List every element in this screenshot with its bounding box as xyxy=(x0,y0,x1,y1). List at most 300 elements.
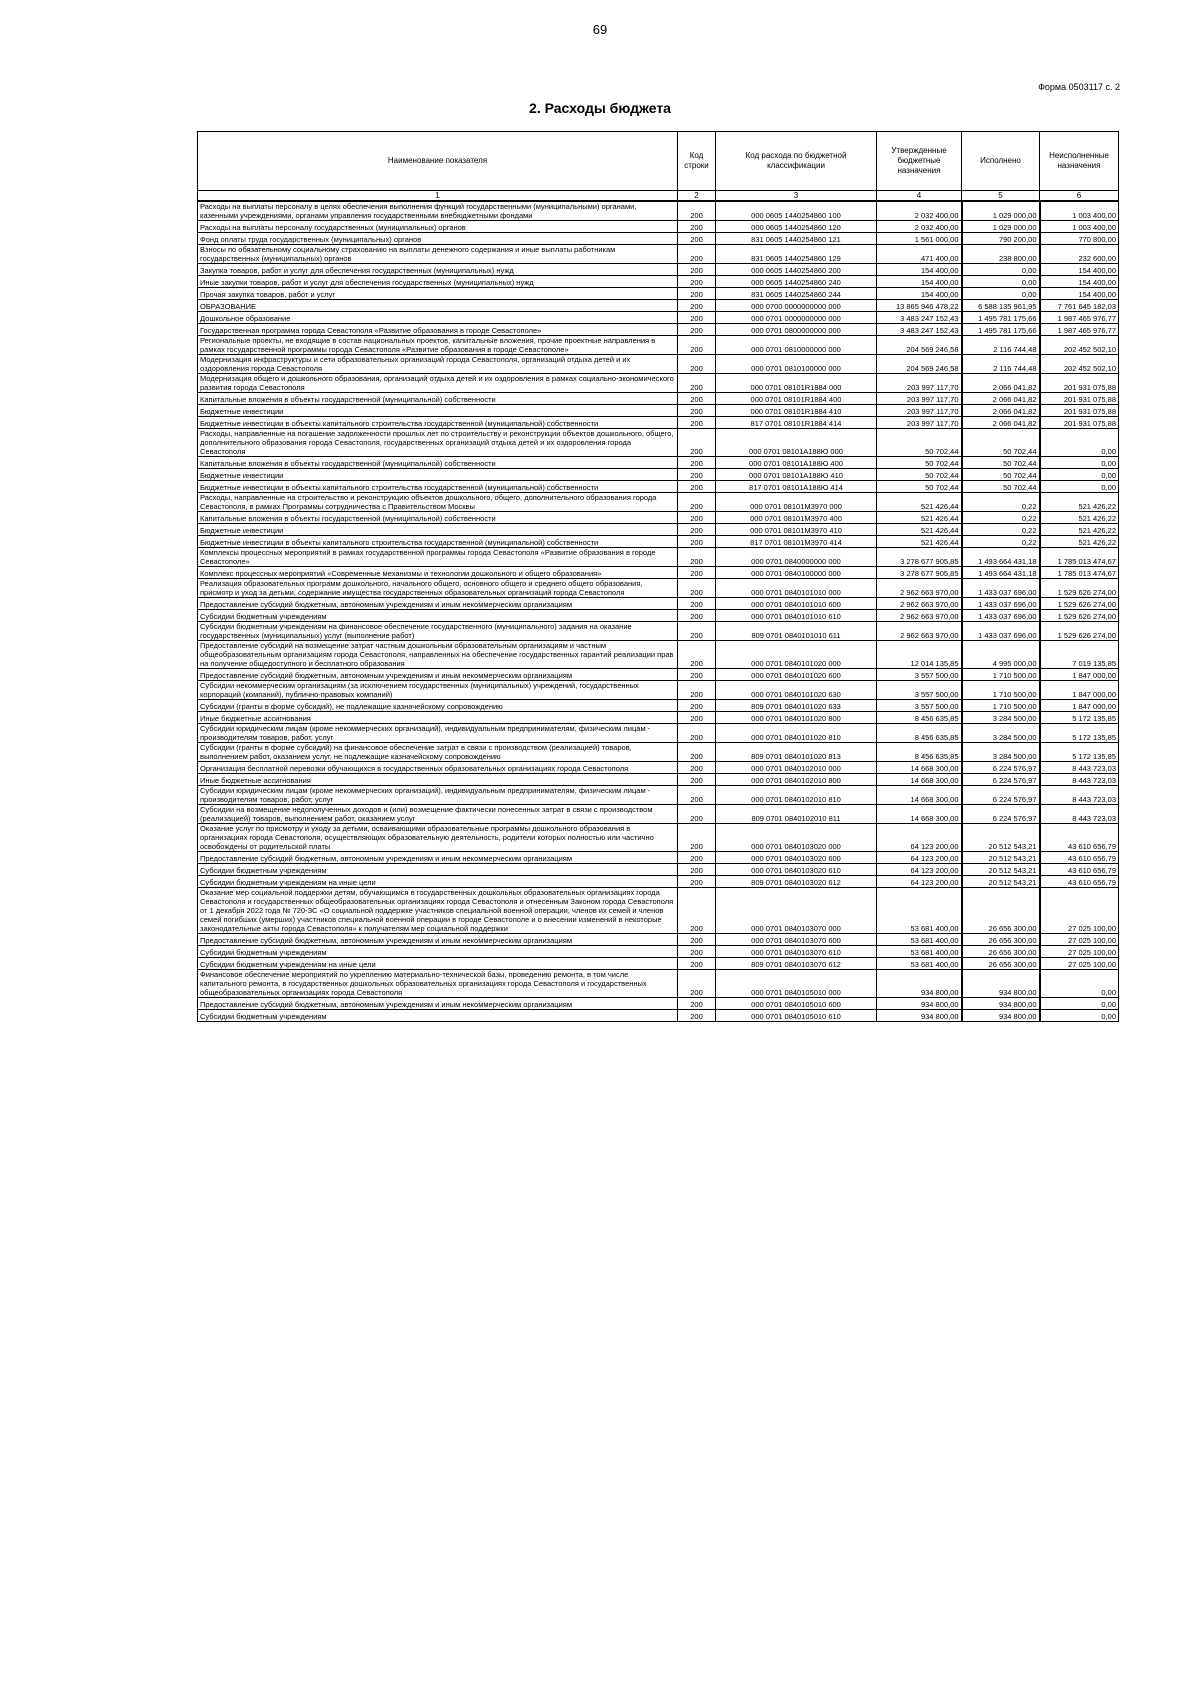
row-classification-code: 000 0701 0840101020 630 xyxy=(716,681,877,700)
row-line-code: 200 xyxy=(678,864,716,876)
table-row xyxy=(198,201,1119,221)
row-executed: 1 710 500,00 xyxy=(962,681,1040,700)
row-classification-code: 000 0701 08101R1884 410 xyxy=(716,405,877,417)
row-classification-code: 000 0701 08101R1884 400 xyxy=(716,393,877,405)
row-line-code: 200 xyxy=(678,536,716,548)
row-line-code: 200 xyxy=(678,288,716,300)
table-row xyxy=(198,355,1119,374)
table-row xyxy=(198,712,1119,724)
row-approved: 203 997 117,70 xyxy=(877,417,962,429)
row-name: Оказание услуг по присмотру и уходу за детьми, осваивающими образовательные программы дошкольного образования в организациях города Севастополя, осуществляющих образовательную деятельность, родители которых полностью или частично освобождены от родительской платы xyxy=(198,824,678,852)
row-line-code: 200 xyxy=(678,312,716,324)
row-executed: 2 066 041,82 xyxy=(962,417,1040,429)
row-approved: 53 681 400,00 xyxy=(877,946,962,958)
row-approved: 8 456 635,85 xyxy=(877,724,962,743)
row-name: Расходы на выплаты персоналу государственных (муниципальных) органов xyxy=(198,221,678,233)
row-executed: 26 656 300,00 xyxy=(962,934,1040,946)
row-unexecuted: 27 025 100,00 xyxy=(1040,888,1119,934)
row-name: Прочая закупка товаров, работ и услуг xyxy=(198,288,678,300)
row-unexecuted: 770 800,00 xyxy=(1040,233,1119,245)
row-executed: 26 656 300,00 xyxy=(962,946,1040,958)
row-classification-code: 000 0701 0840101020 800 xyxy=(716,712,877,724)
row-classification-code: 000 0701 0840102010 810 xyxy=(716,786,877,805)
row-executed: 1 493 664 431,18 xyxy=(962,567,1040,579)
row-executed: 6 224 576,97 xyxy=(962,805,1040,824)
row-unexecuted: 8 443 723,03 xyxy=(1040,762,1119,774)
row-executed: 20 512 543,21 xyxy=(962,876,1040,888)
table-row xyxy=(198,786,1119,805)
row-line-code: 200 xyxy=(678,355,716,374)
row-unexecuted: 521 426,22 xyxy=(1040,493,1119,512)
table-row xyxy=(198,958,1119,970)
table-row xyxy=(198,724,1119,743)
row-line-code: 200 xyxy=(678,824,716,852)
row-approved: 203 997 117,70 xyxy=(877,374,962,393)
row-name: Субсидии бюджетным учреждениям xyxy=(198,610,678,622)
row-unexecuted: 154 400,00 xyxy=(1040,288,1119,300)
row-classification-code: 831 0605 1440254860 129 xyxy=(716,245,877,264)
row-classification-code: 000 0701 0840105010 000 xyxy=(716,970,877,998)
row-unexecuted: 7 761 645 182,03 xyxy=(1040,300,1119,312)
row-approved: 2 962 663 970,00 xyxy=(877,610,962,622)
row-line-code: 200 xyxy=(678,934,716,946)
row-executed: 1 029 000,00 xyxy=(962,221,1040,233)
row-approved: 3 278 677 905,85 xyxy=(877,567,962,579)
row-unexecuted: 201 931 075,88 xyxy=(1040,417,1119,429)
table-row xyxy=(198,264,1119,276)
row-executed: 2 066 041,82 xyxy=(962,374,1040,393)
row-name: Бюджетные инвестиции xyxy=(198,405,678,417)
row-name: Дошкольное образование xyxy=(198,312,678,324)
header-number-1: 1 xyxy=(198,191,678,202)
row-line-code: 200 xyxy=(678,762,716,774)
row-classification-code: 831 0605 1440254860 244 xyxy=(716,288,877,300)
row-unexecuted: 1 529 626 274,00 xyxy=(1040,598,1119,610)
table-row xyxy=(198,598,1119,610)
row-approved: 50 702,44 xyxy=(877,481,962,493)
table-row xyxy=(198,300,1119,312)
row-line-code: 200 xyxy=(678,876,716,888)
row-classification-code: 000 0701 0840105010 610 xyxy=(716,1010,877,1022)
row-executed: 790 200,00 xyxy=(962,233,1040,245)
row-name: Бюджетные инвестиции в объекты капитального строительства государственной (муниципальной) собственности xyxy=(198,481,678,493)
row-approved: 3 557 500,00 xyxy=(877,669,962,681)
table-row xyxy=(198,888,1119,934)
row-line-code: 200 xyxy=(678,336,716,355)
row-approved: 14 668 300,00 xyxy=(877,774,962,786)
row-approved: 2 032 400,00 xyxy=(877,201,962,221)
row-unexecuted: 5 172 135,85 xyxy=(1040,743,1119,762)
row-executed: 1 710 500,00 xyxy=(962,669,1040,681)
row-name: Финансовое обеспечение мероприятий по укреплению материально-технической базы, проведению ремонта, в том числе капитального ремонта, в государственных дошкольных образовательных организациях города Севастополя и государственных общеобразовательных организациях города Севастополя xyxy=(198,970,678,998)
row-line-code: 200 xyxy=(678,888,716,934)
row-classification-code: 000 0605 1440254860 120 xyxy=(716,221,877,233)
row-approved: 204 569 246,58 xyxy=(877,336,962,355)
header-number-5: 5 xyxy=(962,191,1040,202)
table-row xyxy=(198,567,1119,579)
row-name: Субсидии бюджетным учреждениям на финансовое обеспечение государственного (муниципального) задания на оказание государственных (муниципальных) услуг (выполнение работ) xyxy=(198,622,678,641)
row-name: Расходы на выплаты персоналу в целях обеспечения выполнения функций государственными (муниципальными) органами, казенными учреждениями, органами управления государственными внебюджетными фондами xyxy=(198,201,678,221)
table-row xyxy=(198,579,1119,598)
row-line-code: 200 xyxy=(678,598,716,610)
table-row xyxy=(198,743,1119,762)
row-classification-code: 000 0701 08101М3970 400 xyxy=(716,512,877,524)
row-unexecuted: 8 443 723,03 xyxy=(1040,786,1119,805)
row-name: Предоставление субсидий бюджетным, автономным учреждениям и иным некоммерческим организациям xyxy=(198,998,678,1010)
row-approved: 64 123 200,00 xyxy=(877,852,962,864)
row-executed: 20 512 543,21 xyxy=(962,852,1040,864)
table-row xyxy=(198,970,1119,998)
row-line-code: 200 xyxy=(678,852,716,864)
row-classification-code: 817 0701 08101М3970 414 xyxy=(716,536,877,548)
row-line-code: 200 xyxy=(678,481,716,493)
row-unexecuted: 1 987 465 976,77 xyxy=(1040,324,1119,336)
row-line-code: 200 xyxy=(678,493,716,512)
table-row xyxy=(198,512,1119,524)
row-unexecuted: 8 443 723,03 xyxy=(1040,805,1119,824)
row-name: ОБРАЗОВАНИЕ xyxy=(198,300,678,312)
row-executed: 2 066 041,82 xyxy=(962,393,1040,405)
row-classification-code: 000 0701 0810000000 000 xyxy=(716,336,877,355)
row-unexecuted: 43 610 656,79 xyxy=(1040,852,1119,864)
row-name: Предоставление субсидий на возмещение затрат частным дошкольным образовательным организациям и частным общеобразовательным организациям города Севастополя, направленных на обеспечение государственных гарантий реализации прав на получение общедоступного и бесплатного образования xyxy=(198,641,678,669)
row-executed: 2 116 744,48 xyxy=(962,355,1040,374)
row-classification-code: 000 0701 0840101020 000 xyxy=(716,641,877,669)
table-row xyxy=(198,548,1119,567)
row-approved: 2 962 663 970,00 xyxy=(877,579,962,598)
header-approved: Утвержденные бюджетные назначения xyxy=(877,132,962,191)
table-row xyxy=(198,276,1119,288)
row-classification-code: 000 0701 0840103070 600 xyxy=(716,934,877,946)
row-approved: 12 014 135,85 xyxy=(877,641,962,669)
table-row xyxy=(198,824,1119,852)
row-name: Субсидии бюджетным учреждениям xyxy=(198,946,678,958)
row-approved: 50 702,44 xyxy=(877,429,962,457)
table-row xyxy=(198,457,1119,469)
row-classification-code: 000 0605 1440254860 200 xyxy=(716,264,877,276)
row-executed: 0,00 xyxy=(962,288,1040,300)
row-line-code: 200 xyxy=(678,221,716,233)
row-unexecuted: 202 452 502,10 xyxy=(1040,355,1119,374)
budget-expenses-table xyxy=(197,131,1119,1022)
row-executed: 0,22 xyxy=(962,493,1040,512)
row-approved: 2 032 400,00 xyxy=(877,221,962,233)
document-title: 2. Расходы бюджета xyxy=(529,100,671,116)
table-row xyxy=(198,681,1119,700)
row-unexecuted: 8 443 723,03 xyxy=(1040,774,1119,786)
row-unexecuted: 232 600,00 xyxy=(1040,245,1119,264)
row-line-code: 200 xyxy=(678,276,716,288)
row-line-code: 200 xyxy=(678,469,716,481)
row-unexecuted: 1 529 626 274,00 xyxy=(1040,622,1119,641)
row-classification-code: 000 0701 0840103020 610 xyxy=(716,864,877,876)
row-line-code: 200 xyxy=(678,1010,716,1022)
table-row xyxy=(198,610,1119,622)
row-approved: 3 557 500,00 xyxy=(877,700,962,712)
row-unexecuted: 201 931 075,88 xyxy=(1040,405,1119,417)
row-approved: 154 400,00 xyxy=(877,276,962,288)
row-classification-code: 000 0605 1440254860 100 xyxy=(716,201,877,221)
row-executed: 0,22 xyxy=(962,512,1040,524)
row-line-code: 200 xyxy=(678,233,716,245)
header-executed: Исполнено xyxy=(962,132,1040,191)
row-executed: 26 656 300,00 xyxy=(962,888,1040,934)
table-row xyxy=(198,622,1119,641)
row-executed: 26 656 300,00 xyxy=(962,958,1040,970)
row-unexecuted: 43 610 656,79 xyxy=(1040,824,1119,852)
row-executed: 6 224 576,97 xyxy=(962,762,1040,774)
table-row xyxy=(198,864,1119,876)
row-name: Субсидии бюджетным учреждениям на иные цели xyxy=(198,958,678,970)
row-unexecuted: 27 025 100,00 xyxy=(1040,946,1119,958)
row-executed: 3 284 500,00 xyxy=(962,743,1040,762)
row-unexecuted: 0,00 xyxy=(1040,970,1119,998)
row-name: Субсидии бюджетным учреждениям на иные цели xyxy=(198,876,678,888)
table-row xyxy=(198,852,1119,864)
row-line-code: 200 xyxy=(678,970,716,998)
row-name: Субсидии некоммерческим организациям (за исключением государственных (муниципальных) учреждений, государственных корпораций (компаний), публично-правовых компаний) xyxy=(198,681,678,700)
row-approved: 934 800,00 xyxy=(877,1010,962,1022)
row-unexecuted: 154 400,00 xyxy=(1040,276,1119,288)
row-unexecuted: 521 426,22 xyxy=(1040,536,1119,548)
table-row xyxy=(198,998,1119,1010)
row-line-code: 200 xyxy=(678,641,716,669)
row-approved: 154 400,00 xyxy=(877,264,962,276)
row-classification-code: 809 0701 0840103020 612 xyxy=(716,876,877,888)
row-classification-code: 000 0701 0840102010 000 xyxy=(716,762,877,774)
table-row xyxy=(198,536,1119,548)
row-name: Взносы по обязательному социальному страхованию на выплаты денежного содержания и иные выплаты работникам государственных (муниципальных) органов xyxy=(198,245,678,264)
header-number-3: 3 xyxy=(716,191,877,202)
row-unexecuted: 0,00 xyxy=(1040,457,1119,469)
row-line-code: 200 xyxy=(678,201,716,221)
row-name: Модернизация инфраструктуры и сети образовательных организаций города Севастополя, организаций отдыха детей и их оздоровления города Севастополя xyxy=(198,355,678,374)
row-approved: 934 800,00 xyxy=(877,970,962,998)
row-executed: 0,00 xyxy=(962,264,1040,276)
row-approved: 14 668 300,00 xyxy=(877,762,962,774)
row-name: Закупка товаров, работ и услуг для обеспечения государственных (муниципальных) нужд xyxy=(198,264,678,276)
row-approved: 934 800,00 xyxy=(877,998,962,1010)
row-approved: 521 426,44 xyxy=(877,512,962,524)
row-unexecuted: 43 610 656,79 xyxy=(1040,864,1119,876)
row-classification-code: 000 0701 08101А188Ю 410 xyxy=(716,469,877,481)
row-classification-code: 000 0701 08101А188Ю 400 xyxy=(716,457,877,469)
row-approved: 2 962 663 970,00 xyxy=(877,622,962,641)
row-classification-code: 000 0701 0840103070 000 xyxy=(716,888,877,934)
row-approved: 13 865 946 478,22 xyxy=(877,300,962,312)
header-unexecuted: Неисполненные назначения xyxy=(1040,132,1119,191)
row-executed: 6 224 576,97 xyxy=(962,786,1040,805)
row-line-code: 200 xyxy=(678,712,716,724)
row-classification-code: 000 0701 08101R1884 000 xyxy=(716,374,877,393)
row-executed: 3 284 500,00 xyxy=(962,724,1040,743)
row-name: Фонд оплаты труда государственных (муниципальных) органов xyxy=(198,233,678,245)
header-number-2: 2 xyxy=(678,191,716,202)
row-unexecuted: 1 003 400,00 xyxy=(1040,221,1119,233)
row-line-code: 200 xyxy=(678,610,716,622)
row-unexecuted: 1 847 000,00 xyxy=(1040,681,1119,700)
row-executed: 934 800,00 xyxy=(962,998,1040,1010)
row-approved: 154 400,00 xyxy=(877,288,962,300)
row-approved: 3 483 247 152,43 xyxy=(877,312,962,324)
row-approved: 471 400,00 xyxy=(877,245,962,264)
row-name: Капитальные вложения в объекты государственной (муниципальной) собственности xyxy=(198,512,678,524)
row-name: Субсидии (гранты в форме субсидий), не подлежащие казначейскому сопровождению xyxy=(198,700,678,712)
table-row xyxy=(198,221,1119,233)
row-classification-code: 000 0701 08101М3970 410 xyxy=(716,524,877,536)
row-approved: 3 557 500,00 xyxy=(877,681,962,700)
row-unexecuted: 0,00 xyxy=(1040,469,1119,481)
row-unexecuted: 1 847 000,00 xyxy=(1040,700,1119,712)
row-classification-code: 809 0701 0840101020 813 xyxy=(716,743,877,762)
row-name: Оказание мер социальной поддержки детям, обучающимся в государственных дошкольных образовательных организациях города Севастополя и государственных общеобразовательных организациях города Севастополя и отнесенным Законом города Севастополя от 1 декабря 2022 года № 720-ЗС «О социальной поддержке участников специальной военной операции, членов их семей и членов семей погибших (умерших) участников специальной военной операции в городе Севастополе и о внесении изменений в некоторые законодательные акты города Севастополя» к получателям мер социальной поддержки xyxy=(198,888,678,934)
table-row xyxy=(198,393,1119,405)
row-name: Субсидии юридическим лицам (кроме некоммерческих организаций), индивидуальным предпринимателям, физическим лицам - производителям товаров, работ, услуг xyxy=(198,786,678,805)
table-row xyxy=(198,405,1119,417)
row-approved: 203 997 117,70 xyxy=(877,405,962,417)
row-classification-code: 000 0700 0000000000 000 xyxy=(716,300,877,312)
row-classification-code: 000 0701 0840103020 000 xyxy=(716,824,877,852)
form-number: Форма 0503117 с. 2 xyxy=(1038,82,1120,92)
row-classification-code: 809 0701 0840101020 633 xyxy=(716,700,877,712)
row-unexecuted: 1 987 465 976,77 xyxy=(1040,312,1119,324)
row-line-code: 200 xyxy=(678,457,716,469)
row-name: Бюджетные инвестиции в объекты капитального строительства государственной (муниципальной) собственности xyxy=(198,417,678,429)
row-classification-code: 000 0701 0840101010 000 xyxy=(716,579,877,598)
table-row xyxy=(198,324,1119,336)
row-executed: 50 702,44 xyxy=(962,429,1040,457)
row-classification-code: 809 0701 0840101010 611 xyxy=(716,622,877,641)
row-executed: 1 433 037 696,00 xyxy=(962,598,1040,610)
table-row xyxy=(198,429,1119,457)
row-classification-code: 817 0701 08101R1884 414 xyxy=(716,417,877,429)
row-line-code: 200 xyxy=(678,743,716,762)
row-name: Бюджетные инвестиции в объекты капитального строительства государственной (муниципальной) собственности xyxy=(198,536,678,548)
row-classification-code: 831 0605 1440254860 121 xyxy=(716,233,877,245)
row-approved: 64 123 200,00 xyxy=(877,876,962,888)
table-row xyxy=(198,417,1119,429)
table-row xyxy=(198,876,1119,888)
row-classification-code: 000 0701 0840101010 600 xyxy=(716,598,877,610)
table-row xyxy=(198,312,1119,324)
table-row xyxy=(198,641,1119,669)
table-row xyxy=(198,374,1119,393)
row-approved: 14 668 300,00 xyxy=(877,786,962,805)
table-row xyxy=(198,336,1119,355)
row-name: Комплекс процессных мероприятий «Современные механизмы и технологии дошкольного и общего образования» xyxy=(198,567,678,579)
row-approved: 14 668 300,00 xyxy=(877,805,962,824)
header-classification-code: Код расхода по бюджетной классификации xyxy=(716,132,877,191)
row-executed: 1 495 781 175,66 xyxy=(962,312,1040,324)
row-approved: 521 426,44 xyxy=(877,524,962,536)
row-executed: 20 512 543,21 xyxy=(962,864,1040,876)
row-classification-code: 817 0701 08101А188Ю 414 xyxy=(716,481,877,493)
row-classification-code: 809 0701 0840103070 612 xyxy=(716,958,877,970)
row-line-code: 200 xyxy=(678,245,716,264)
row-line-code: 200 xyxy=(678,567,716,579)
row-classification-code: 000 0701 0840101020 810 xyxy=(716,724,877,743)
row-line-code: 200 xyxy=(678,393,716,405)
table-body xyxy=(198,201,1119,1022)
row-approved: 53 681 400,00 xyxy=(877,958,962,970)
row-line-code: 200 xyxy=(678,524,716,536)
table-row xyxy=(198,245,1119,264)
row-unexecuted: 0,00 xyxy=(1040,1010,1119,1022)
row-name: Региональные проекты, не входящие в состав национальных проектов, капитальные вложения, прочие проектные направления в рамках государственной программы города Севастополя «Развитие образования в городе Севастополе» xyxy=(198,336,678,355)
row-name: Государственная программа города Севастополя «Развитие образования в городе Севастополе» xyxy=(198,324,678,336)
row-name: Иные бюджетные ассигнования xyxy=(198,712,678,724)
row-line-code: 200 xyxy=(678,622,716,641)
row-approved: 50 702,44 xyxy=(877,457,962,469)
row-executed: 1 710 500,00 xyxy=(962,700,1040,712)
row-line-code: 200 xyxy=(678,700,716,712)
row-classification-code: 000 0701 0840103020 600 xyxy=(716,852,877,864)
row-name: Расходы, направленные на строительство и реконструкцию объектов дошкольного, общего, дополнительного образования города Севастополя, в рамках Программы сотрудничества с Правительством Москвы xyxy=(198,493,678,512)
row-unexecuted: 521 426,22 xyxy=(1040,512,1119,524)
row-name: Предоставление субсидий бюджетным, автономным учреждениям и иным некоммерческим организациям xyxy=(198,852,678,864)
row-classification-code: 000 0701 0840103070 610 xyxy=(716,946,877,958)
table-row xyxy=(198,288,1119,300)
row-classification-code: 000 0701 0840101020 600 xyxy=(716,669,877,681)
row-line-code: 200 xyxy=(678,429,716,457)
row-line-code: 200 xyxy=(678,998,716,1010)
row-classification-code: 000 0701 0840100000 000 xyxy=(716,567,877,579)
row-name: Бюджетные инвестиции xyxy=(198,524,678,536)
row-unexecuted: 5 172 135,85 xyxy=(1040,712,1119,724)
row-executed: 6 224 576,97 xyxy=(962,774,1040,786)
row-name: Субсидии (гранты в форме субсидий) на финансовое обеспечение затрат в связи с производством (реализацией) товаров, выполнением работ, оказанием услуг, не подлежащие казначейскому сопровождению xyxy=(198,743,678,762)
row-classification-code: 000 0701 0840101010 610 xyxy=(716,610,877,622)
row-approved: 8 456 635,85 xyxy=(877,712,962,724)
row-unexecuted: 1 785 013 474,67 xyxy=(1040,548,1119,567)
row-unexecuted: 1 529 626 274,00 xyxy=(1040,610,1119,622)
row-line-code: 200 xyxy=(678,681,716,700)
row-approved: 521 426,44 xyxy=(877,493,962,512)
row-approved: 53 681 400,00 xyxy=(877,888,962,934)
row-classification-code: 000 0605 1440254860 240 xyxy=(716,276,877,288)
table-row xyxy=(198,762,1119,774)
row-unexecuted: 521 426,22 xyxy=(1040,524,1119,536)
row-line-code: 200 xyxy=(678,548,716,567)
table-row xyxy=(198,493,1119,512)
row-line-code: 200 xyxy=(678,324,716,336)
table-row xyxy=(198,481,1119,493)
row-executed: 2 066 041,82 xyxy=(962,405,1040,417)
row-name: Предоставление субсидий бюджетным, автономным учреждениям и иным некоммерческим организациям xyxy=(198,934,678,946)
row-line-code: 200 xyxy=(678,264,716,276)
row-line-code: 200 xyxy=(678,774,716,786)
row-name: Комплексы процессных мероприятий в рамках государственной программы города Севастополя «Развитие образования в городе Севастополе» xyxy=(198,548,678,567)
header-line-code: Код строки xyxy=(678,132,716,191)
row-approved: 3 483 247 152,43 xyxy=(877,324,962,336)
row-classification-code: 809 0701 0840102010 811 xyxy=(716,805,877,824)
row-line-code: 200 xyxy=(678,417,716,429)
row-executed: 1 495 781 175,66 xyxy=(962,324,1040,336)
row-name: Предоставление субсидий бюджетным, автономным учреждениям и иным некоммерческим организациям xyxy=(198,669,678,681)
row-approved: 1 561 000,00 xyxy=(877,233,962,245)
table-row xyxy=(198,233,1119,245)
row-name: Организация бесплатной перевозки обучающихся в государственных образовательных организациях города Севастополя xyxy=(198,762,678,774)
table-row xyxy=(198,669,1119,681)
row-approved: 203 997 117,70 xyxy=(877,393,962,405)
row-line-code: 200 xyxy=(678,300,716,312)
row-unexecuted: 7 019 135,85 xyxy=(1040,641,1119,669)
row-classification-code: 000 0701 0840105010 600 xyxy=(716,998,877,1010)
row-executed: 1 029 000,00 xyxy=(962,201,1040,221)
row-executed: 50 702,44 xyxy=(962,481,1040,493)
row-executed: 4 995 000,00 xyxy=(962,641,1040,669)
row-classification-code: 000 0701 0840000000 000 xyxy=(716,548,877,567)
